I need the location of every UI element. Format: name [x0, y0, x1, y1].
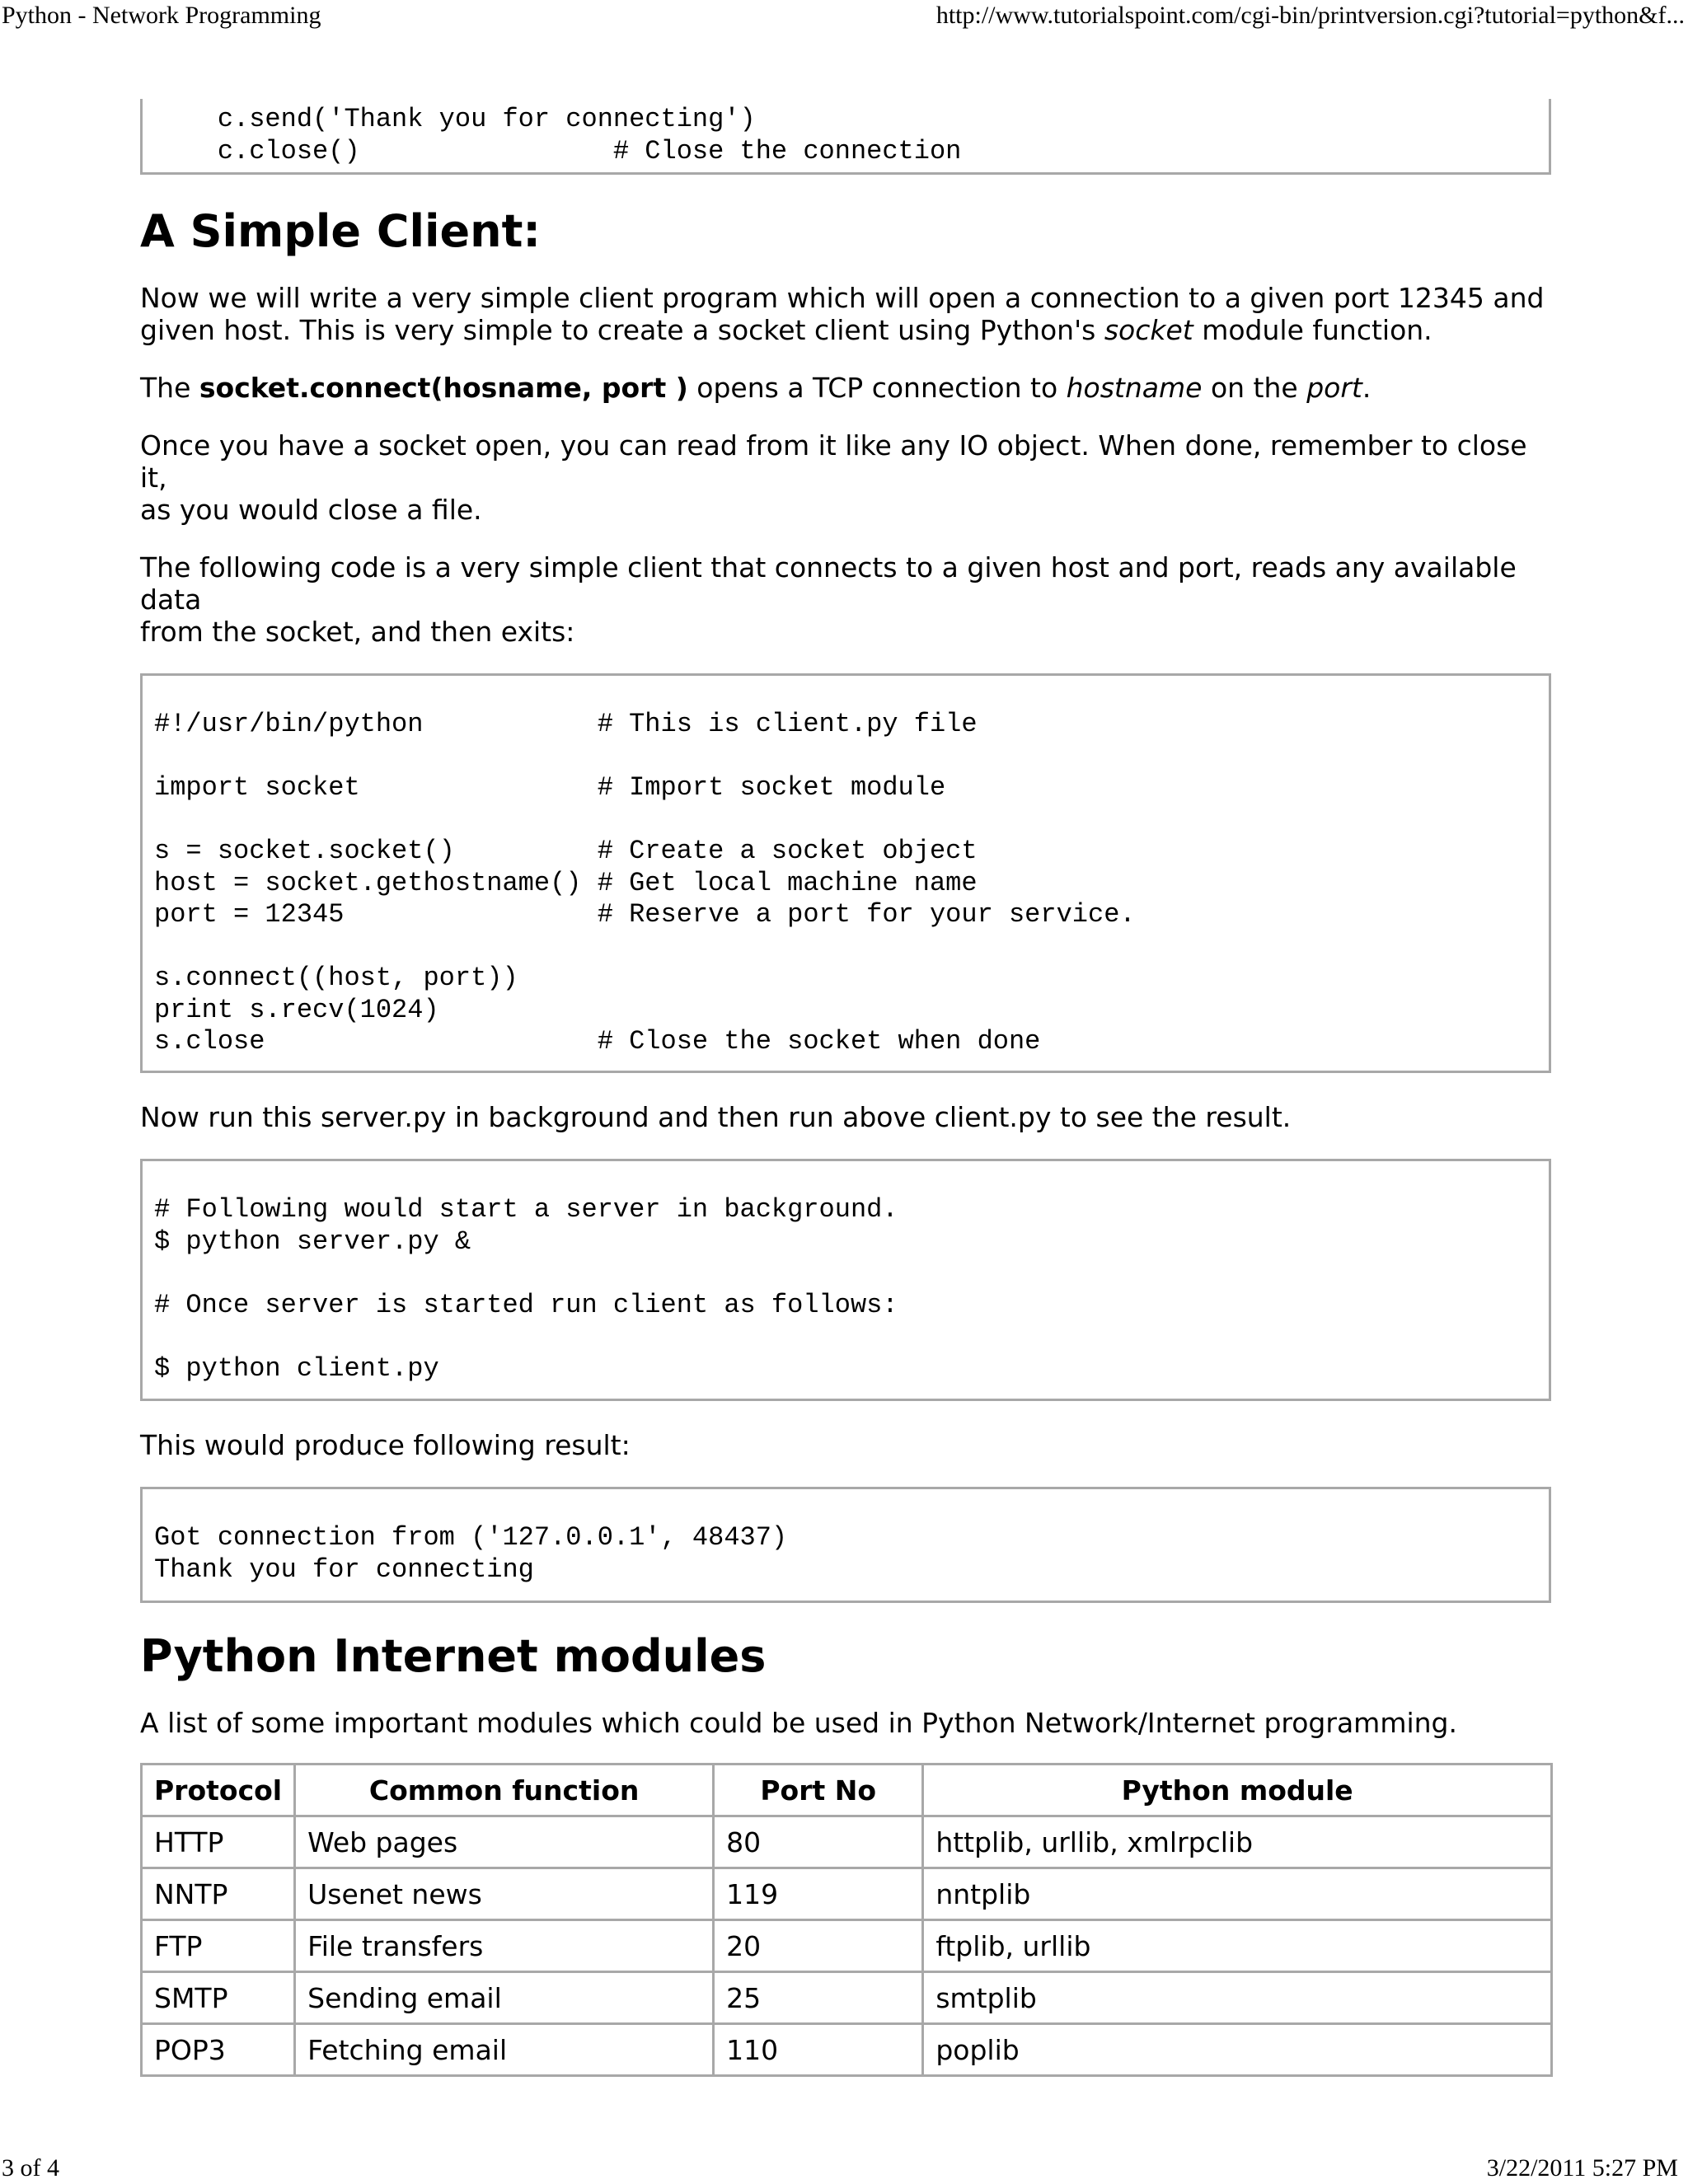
cell-protocol: FTP	[142, 1920, 295, 1972]
read-paragraph	[140, 429, 1551, 526]
cell-port: 25	[714, 1972, 923, 2024]
cell-protocol: HTTP	[142, 1816, 295, 1868]
cell-protocol: POP3	[142, 2024, 295, 2076]
connect-mid: opens a TCP connection to	[687, 372, 1067, 404]
cell-port: 80	[714, 1816, 923, 1868]
hostname-em: hostname	[1066, 372, 1203, 404]
read-line1: Once you have a socket open, you can read from it like any IO object. When done, remember to close it,	[140, 429, 1527, 494]
table-row	[142, 1920, 1552, 1972]
modules-heading: Python Internet modules	[140, 1630, 767, 1682]
client-code-text: #!/usr/bin/python # This is client.py file import socket # Import socket module s = socket.socket() # Create a socket object host = socket.gethostname() # Get local machine name port = 12345 # Reserve a port for your service. s.connect((host, port)) print s.recv(1024) s.close # Close the socket when done	[154, 709, 1136, 1057]
client-intro	[140, 282, 1551, 346]
cell-function: Usenet news	[295, 1868, 714, 1920]
cell-protocol: NNTP	[142, 1868, 295, 1920]
cell-port: 119	[714, 1868, 923, 1920]
run-code-text: # Following would start a server in background. $ python server.py & # Once server is started run client as follows: $ python client.py	[154, 1194, 898, 1384]
page-number: 3 of 4	[2, 2154, 59, 2182]
print-datetime: 3/22/2011 5:27 PM	[1486, 2154, 1678, 2182]
following-line2: from the socket, and then exits:	[140, 616, 575, 648]
following-paragraph	[140, 551, 1551, 648]
run-code-block	[140, 1159, 1551, 1401]
client-intro-line2a: given host. This is very simple to create a socket client using Python's	[140, 314, 1104, 346]
port-em: port	[1306, 372, 1362, 404]
table-row	[142, 1816, 1552, 1868]
server-code-text: c.send('Thank you for connecting') c.close() # Close the connection	[217, 104, 962, 166]
connect-signature: socket.connect(hosname, port )	[199, 372, 688, 404]
client-intro-line2b: module function.	[1193, 314, 1432, 346]
header-protocol: Protocol	[142, 1765, 295, 1816]
cell-port: 20	[714, 1920, 923, 1972]
result-text: This would produce following result:	[140, 1429, 631, 1461]
cell-module: poplib	[923, 2024, 1552, 2076]
client-intro-line1: Now we will write a very simple client program which will open a connection to a given port 12345 and	[140, 282, 1545, 314]
connect-pre: The	[140, 372, 199, 404]
header-common-function: Common function	[295, 1765, 714, 1816]
result-code-text: Got connection from ('127.0.0.1', 48437) Thank you for connecting	[154, 1522, 788, 1585]
read-line2: as you would close a file.	[140, 494, 482, 526]
cell-function: Fetching email	[295, 2024, 714, 2076]
cell-protocol: SMTP	[142, 1972, 295, 2024]
cell-function: File transfers	[295, 1920, 714, 1972]
cell-function: Web pages	[295, 1816, 714, 1868]
cell-module: nntplib	[923, 1868, 1552, 1920]
cell-function: Sending email	[295, 1972, 714, 2024]
cell-module: ftplib, urllib	[923, 1920, 1552, 1972]
cell-module: httplib, urllib, xmlrpclib	[923, 1816, 1552, 1868]
run-text: Now run this server.py in background and then run above client.py to see the result.	[140, 1101, 1292, 1133]
server-code-tail	[140, 99, 1551, 175]
socket-module-em: socket	[1104, 314, 1193, 346]
connect-paragraph	[140, 372, 1551, 404]
modules-table	[140, 1763, 1553, 2077]
header-port-no: Port No	[714, 1765, 923, 1816]
connect-mid2: on the	[1202, 372, 1307, 404]
page-url[interactable]: http://www.tutorialspoint.com/cgi-bin/printversion.cgi?tutorial=python&f...	[935, 2, 1685, 29]
table-row	[142, 1868, 1552, 1920]
modules-intro: A list of some important modules which could be used in Python Network/Internet programming.	[140, 1707, 1457, 1739]
print-header	[0, 0, 1688, 33]
connect-end: .	[1362, 372, 1372, 404]
cell-module: smtplib	[923, 1972, 1552, 2024]
header-python-module: Python module	[923, 1765, 1552, 1816]
cell-port: 110	[714, 2024, 923, 2076]
following-line1: The following code is a very simple client that connects to a given host and port, reads any available data	[140, 551, 1517, 616]
client-code-block	[140, 673, 1551, 1073]
table-header-row	[142, 1765, 1552, 1816]
page-content	[140, 99, 1551, 2077]
client-heading: A Simple Client:	[140, 205, 541, 257]
document-title: Python - Network Programming	[2, 2, 321, 29]
result-code-block	[140, 1487, 1551, 1603]
print-footer	[0, 2151, 1688, 2184]
table-row	[142, 1972, 1552, 2024]
table-row	[142, 2024, 1552, 2076]
